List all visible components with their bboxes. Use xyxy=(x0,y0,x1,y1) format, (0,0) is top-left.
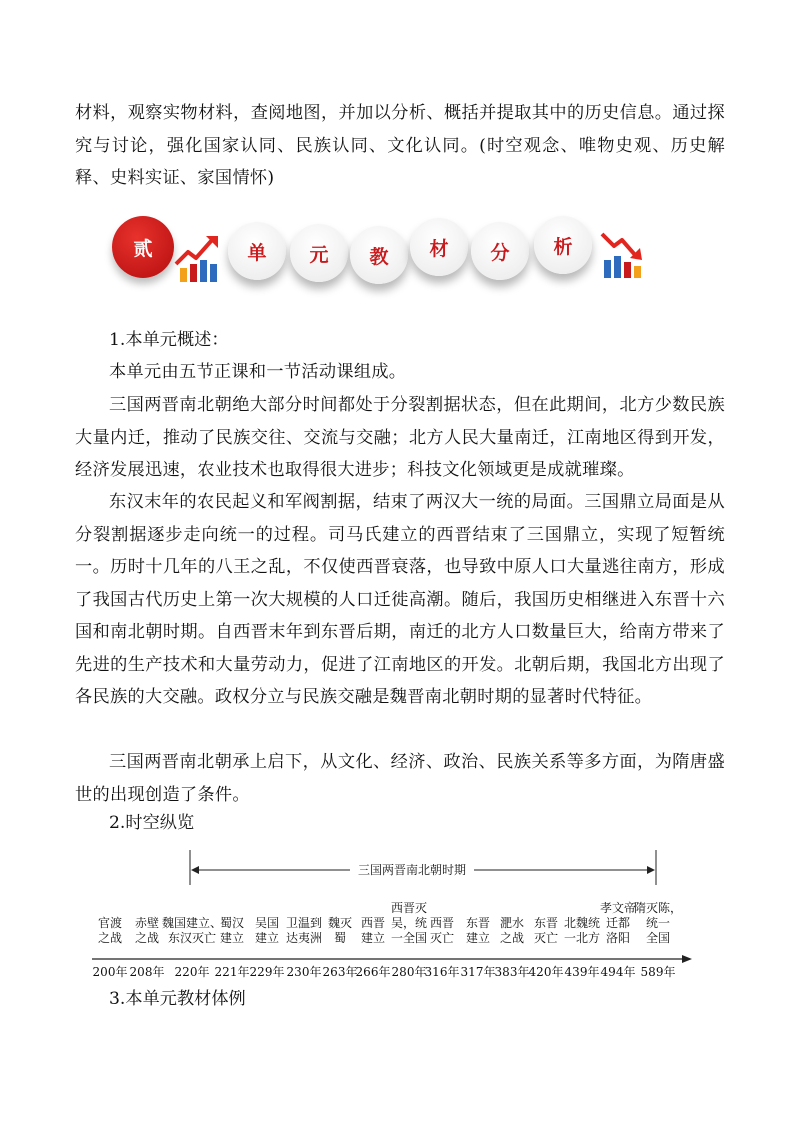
event-year: 200年 xyxy=(92,965,128,979)
event-label: 建立 xyxy=(360,931,386,945)
intro-paragraph: 材料，观察实物材料，查阅地图，并加以分析、概括并提取其中的历史信息。通过探究与讨论，强化国家认同、民族认同、文化认同。(时空观念、唯物史观、历史解释、史料实证、家国情怀) xyxy=(75,103,725,188)
event-year: 383年 xyxy=(494,965,530,979)
event-label: 达夷洲 xyxy=(285,931,323,945)
event-label: 蜀汉 xyxy=(219,916,245,930)
event-label: 灭亡 xyxy=(429,931,455,945)
event-label: 北魏统 xyxy=(563,916,601,930)
event-label: 卫温到 xyxy=(285,916,323,930)
event-year: 220年 xyxy=(174,965,210,979)
event-label: 孝文帝 xyxy=(599,901,637,915)
banner-char-3: 教 xyxy=(350,226,408,284)
event-label: 一北方 xyxy=(563,931,601,945)
chart-up-icon xyxy=(174,234,222,284)
event-year: 280年 xyxy=(391,965,427,979)
event-label: 之战 xyxy=(97,931,123,945)
event-label: 赤壁 xyxy=(134,916,160,930)
section-1-heading: 1.本单元概述： xyxy=(109,330,229,350)
event-label: 洛阳 xyxy=(605,931,631,945)
event-year: 229年 xyxy=(249,965,285,979)
event-label: 之战 xyxy=(134,931,160,945)
timeline-chart xyxy=(92,850,692,980)
section-3-heading: 3.本单元教材体例 xyxy=(109,989,246,1009)
event-year: 420年 xyxy=(528,965,564,979)
event-label: 西晋 xyxy=(360,916,386,930)
event-year: 230年 xyxy=(286,965,322,979)
event-label: 西晋 xyxy=(429,916,455,930)
banner-char-2: 元 xyxy=(290,224,348,282)
section-1-paragraph-4: 三国两晋南北朝承上启下，从文化、经济、政治、民族关系等多方面，为隋唐盛世的出现创造了条件。 xyxy=(75,752,725,805)
event-year: 317年 xyxy=(460,965,496,979)
event-year: 439年 xyxy=(564,965,600,979)
banner-char-6: 析 xyxy=(534,216,592,274)
section-2-heading: 2.时空纵览 xyxy=(109,813,195,833)
banner-number-badge: 贰 xyxy=(112,216,174,278)
event-label: 东晋 xyxy=(533,916,559,930)
event-label: 魏灭 xyxy=(327,916,353,930)
section-1-paragraph-2: 三国两晋南北朝绝大部分时间都处于分裂割据状态，但在此期间，北方少数民族大量内迁，推动了民族交往、交流与交融；北方人民大量南迁，江南地区得到开发，经济发展迅速，农业技术也取得很大进步；科技文化领域更是成就璀璨。 xyxy=(75,395,725,480)
chart-down-icon xyxy=(600,230,646,280)
event-label: 吴，统 xyxy=(390,916,428,930)
timeline-axis-arrow xyxy=(682,955,692,963)
section-banner xyxy=(110,212,650,302)
event-label: 统一 xyxy=(645,916,671,930)
banner-char-1: 单 xyxy=(228,222,286,280)
event-label: 淝水 xyxy=(499,916,525,930)
section-1-paragraph-1: 本单元由五节正课和一节活动课组成。 xyxy=(109,362,407,382)
banner-char-4: 材 xyxy=(410,218,468,276)
event-year: 589年 xyxy=(640,965,676,979)
banner-char-5: 分 xyxy=(471,222,529,280)
event-label: 全国 xyxy=(645,931,671,945)
event-label: 魏国建立、 xyxy=(161,916,223,930)
event-label: 之战 xyxy=(499,931,525,945)
event-label: 一全国 xyxy=(390,931,428,945)
period-label: 三国两晋南北朝时期 xyxy=(357,863,467,877)
event-year: 316年 xyxy=(424,965,460,979)
event-year: 494年 xyxy=(600,965,636,979)
period-arrowhead-right xyxy=(647,866,655,874)
event-year: 221年 xyxy=(214,965,250,979)
event-label: 建立 xyxy=(254,931,280,945)
event-label: 东晋 xyxy=(465,916,491,930)
event-label: 西晋灭 xyxy=(390,901,428,915)
event-year: 266年 xyxy=(355,965,391,979)
event-label: 官渡 xyxy=(97,916,123,930)
event-label: 隋灭陈， xyxy=(633,901,683,915)
section-1-paragraph-3: 东汉末年的农民起义和军阀割据，结束了两汉大一统的局面。三国鼎立局面是从分裂割据逐步走向统一的过程。司马氏建立的西晋结束了三国鼎立，实现了短暂统一。历时十几年的八王之乱，不仅使西晋衰落，也导致中原人口大量逃往南方，形成了我国古代历史上第一次大规模的人口迁徙高潮。随后，我国历史相继进入东晋十六国和南北朝时期。自西晋末年到东晋后期，南迁的北方人口数量巨大，给南方带来了先进的生产技术和大量劳动力，促进了江南地区的开发。北朝后期，我国北方出现了各民族的大交融。政权分立与民族交融是魏晋南北朝时期的显著时代特征。 xyxy=(75,492,725,707)
event-label: 建立 xyxy=(219,931,245,945)
event-label: 建立 xyxy=(465,931,491,945)
event-year: 263年 xyxy=(322,965,358,979)
event-year: 208年 xyxy=(129,965,165,979)
event-label: 迁都 xyxy=(605,916,631,930)
event-label: 吴国 xyxy=(254,916,280,930)
event-label: 东汉灭亡 xyxy=(167,931,217,945)
event-label: 蜀 xyxy=(333,931,347,945)
period-arrowhead-left xyxy=(191,866,199,874)
event-label: 灭亡 xyxy=(533,931,559,945)
